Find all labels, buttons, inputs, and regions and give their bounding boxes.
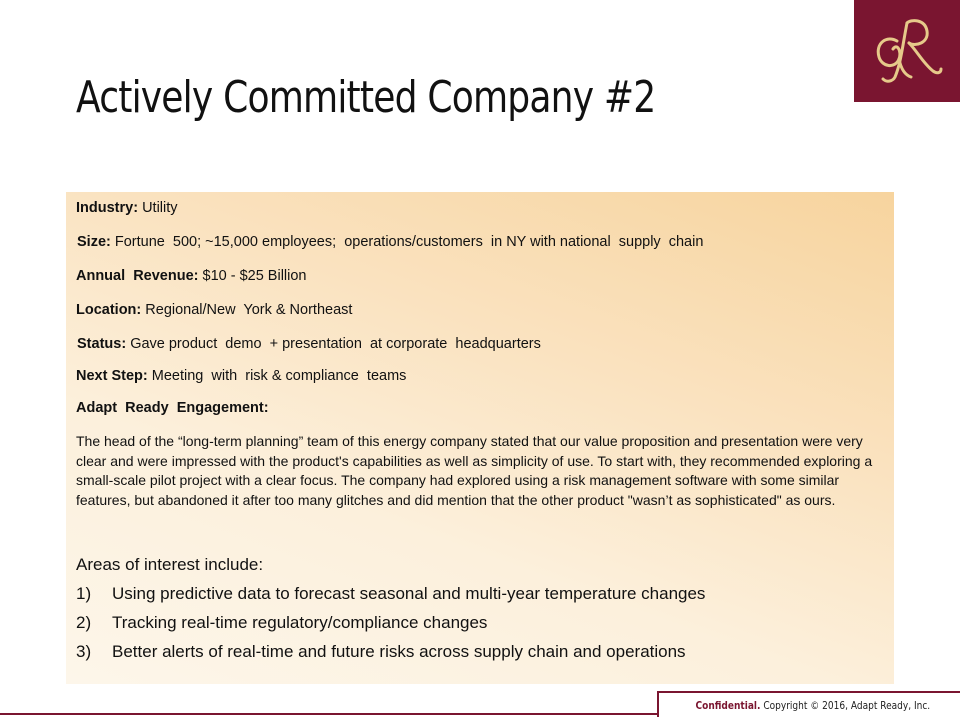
revenue-field <box>76 268 307 284</box>
list-item-text: Tracking real-time regulatory/compliance changes <box>112 613 488 632</box>
copyright-text: Copyright © 2016, Adapt Ready, Inc. <box>763 699 930 712</box>
next-step-label: Next Step: <box>76 368 148 384</box>
footer-copyright <box>695 699 930 712</box>
location-value: Regional/New York & Northeast <box>145 302 353 318</box>
industry-label: Industry: <box>76 200 139 216</box>
engagement-field <box>76 400 269 416</box>
revenue-value: $10 - $25 Billion <box>202 268 307 284</box>
brand-logo <box>854 0 960 102</box>
list-item <box>76 613 487 633</box>
next-step-value: Meeting with risk & compliance teams <box>151 368 407 384</box>
status-value: Gave product demo + presentation at corporate headquarters <box>130 336 541 352</box>
size-value: Fortune 500; ~15,000 employees; operations/customers in NY with national supply chain <box>114 234 704 250</box>
page-title: Actively Committed Company #2 <box>76 72 656 123</box>
list-item <box>76 584 705 604</box>
industry-value: Utility <box>142 200 178 216</box>
list-item-number: 1) <box>76 584 92 603</box>
status-label: Status: <box>77 336 127 352</box>
next-step-field <box>76 368 406 384</box>
location-label: Location: <box>76 302 142 318</box>
engagement-label: Adapt Ready Engagement: <box>76 400 269 416</box>
location-field <box>76 302 352 318</box>
list-item-number: 2) <box>76 613 92 632</box>
monogram-logo-icon <box>867 13 947 89</box>
industry-field <box>76 200 178 216</box>
size-label: Size: <box>77 234 111 250</box>
size-field <box>77 234 703 250</box>
status-field <box>77 336 541 352</box>
engagement-paragraph: The head of the “long-term planning” team of this energy company stated that our value proposition and presentation were very clear and were impressed with the product's capabilities as well as simplicity of use. To start with, they recommended exploring a small-scale pilot project with a clear focus. The company had explored using a risk management software with some similar features, but abandoned it after too many glitches and did mention that the other product "wasn’t as sophisticated" as ours. <box>76 433 873 508</box>
list-item-number: 3) <box>76 642 92 661</box>
revenue-label: Annual Revenue: <box>76 268 199 284</box>
areas-of-interest-title: Areas of interest include: <box>76 555 264 574</box>
list-item-text: Using predictive data to forecast seasonal and multi-year temperature changes <box>112 584 706 603</box>
list-item <box>76 642 686 662</box>
footer <box>657 691 960 717</box>
company-info-panel <box>66 192 894 684</box>
list-item-text: Better alerts of real-time and future risks across supply chain and operations <box>112 642 686 661</box>
confidential-label: Confidential. <box>695 699 761 712</box>
